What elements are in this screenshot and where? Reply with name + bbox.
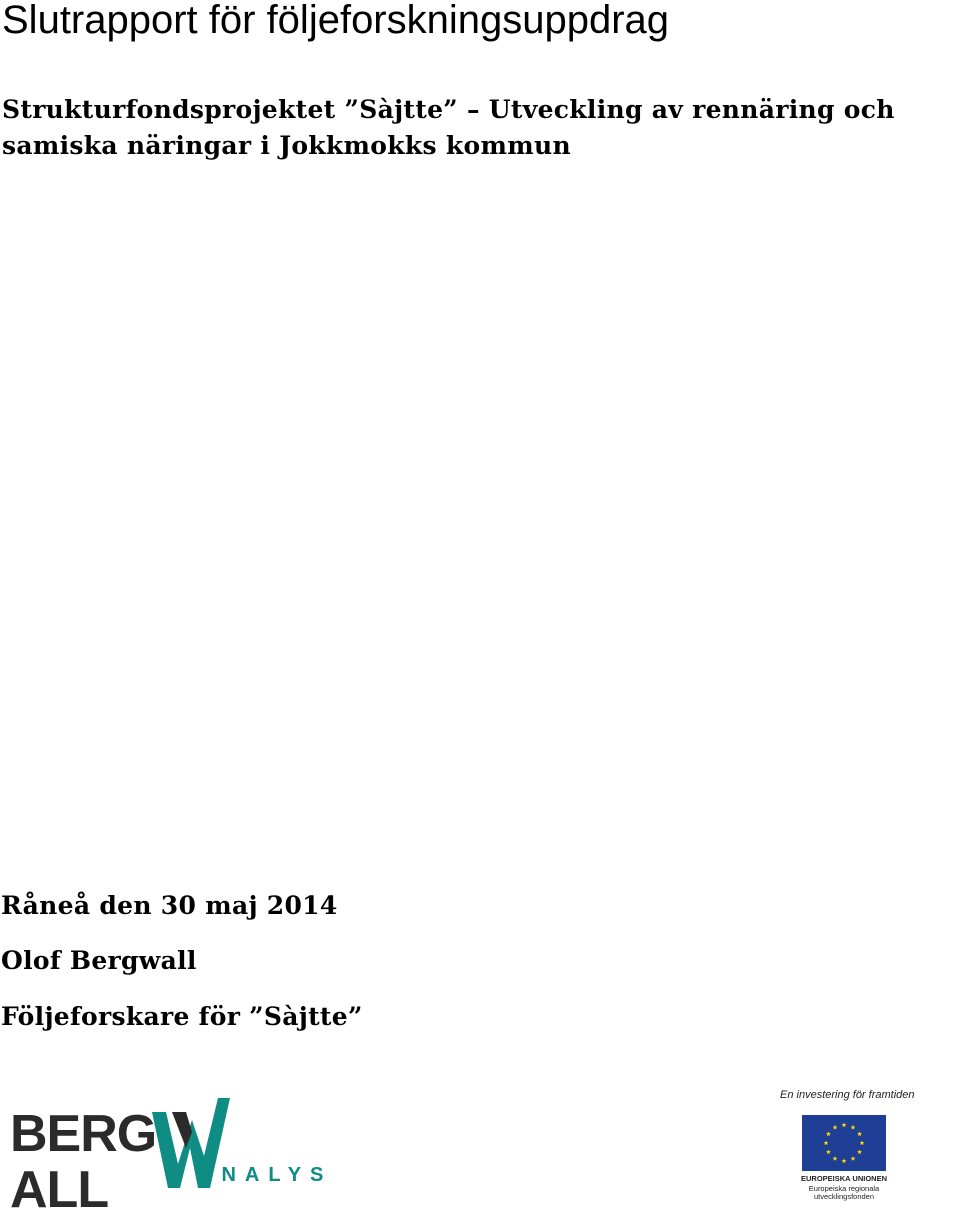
eu-name-line3: utvecklingsfonden (813, 1192, 875, 1201)
report-title: Slutrapport för följeforskningsuppdrag (2, 0, 670, 42)
author-role: Följeforskare för ”Sàjtte” (1, 1002, 363, 1031)
wordmark-right: ALL (10, 1161, 109, 1219)
date-line: Råneå den 30 maj 2014 (1, 891, 338, 920)
eu-name-line2: Europeiska regionala (808, 1184, 880, 1193)
author-name: Olof Bergwall (1, 946, 197, 975)
bergwall-analys-text: ANALYS (198, 1164, 333, 1186)
eu-funding-logo (776, 1088, 916, 1200)
bergwall-analys-logo (10, 1098, 333, 1219)
eu-tagline: En investering för framtiden (780, 1089, 915, 1101)
eu-flag-icon (802, 1115, 886, 1171)
wordmark-left: BERG (10, 1105, 157, 1163)
eu-name-line1: EUROPEISKA UNIONEN (801, 1174, 887, 1183)
report-subtitle: Strukturfondsprojektet ”Sàjtte” – Utveckling av rennäring och samiska näringar i Jokkmokks kommun (2, 95, 895, 160)
